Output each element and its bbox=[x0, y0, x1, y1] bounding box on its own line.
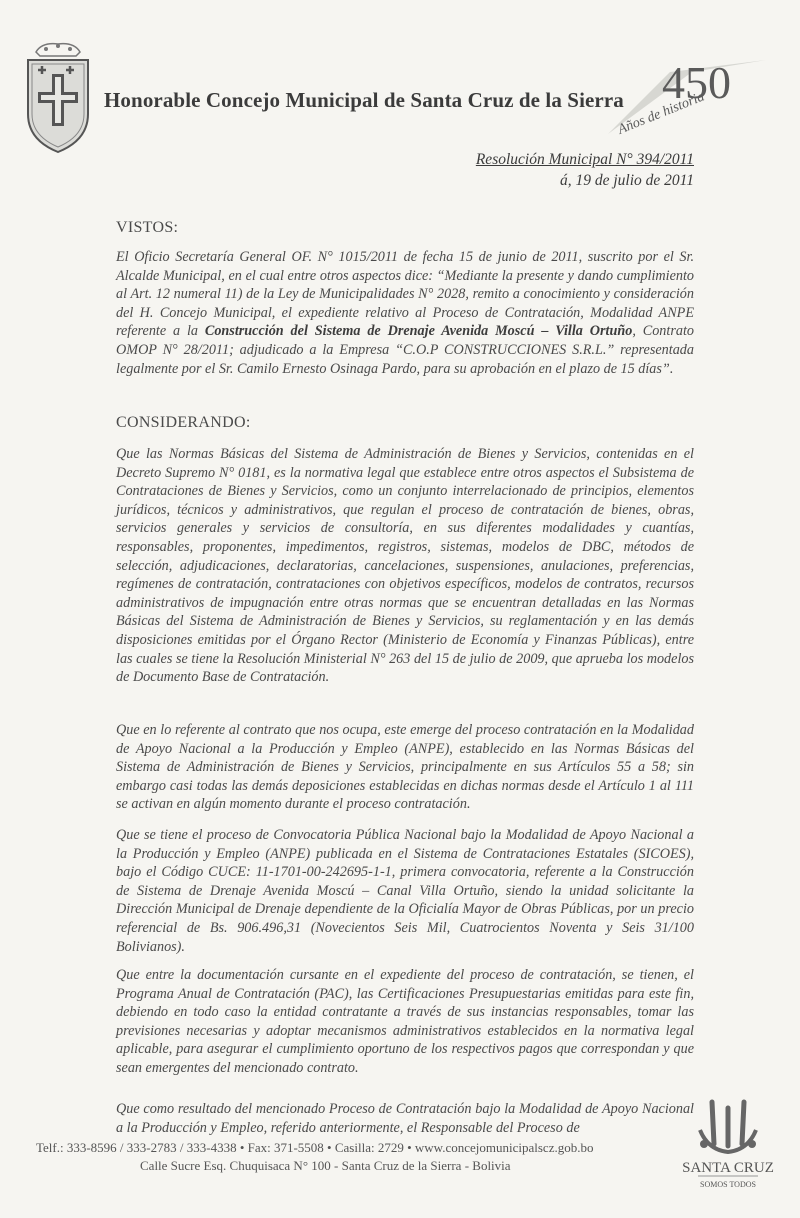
vistos-heading: VISTOS: bbox=[116, 219, 179, 236]
considerando-paragraph: Que entre la documentación cursante en el expediente del proceso de contratación, se tienen, el Programa Anual de Contratación (PAC), las Certificaciones Presupuestarias emitidas para este fin, debiendo en todo caso la entidad contratante a través de sus instancias responsables, tomar las previsiones necesarias y adoptar mecanismos administrativos establecidos en la normativa legal aplicable, para asegurar el cumplimiento oportuno de los respectivos pagos que correspondan y que sean emergentes del mencionado contrato. bbox=[116, 967, 694, 1076]
vistos-text-2: , Contrato OMOP N° 28/2011; adjudicado a la Empresa “C.O.P CONSTRUCCIONES S.R.L.” representada legalmente por el Sr. Camilo Ernesto Osinaga Pardo, para su aprobación en el plazo de 15 días”. bbox=[116, 323, 694, 377]
santa-cruz-logo-name: SANTA CRUZ bbox=[682, 1160, 774, 1176]
organization-title: Honorable Concejo Municipal de Santa Cruz de la Sierra bbox=[104, 88, 624, 112]
footer-contact-line: Telf.: 333-8596 / 333-2783 / 333-4338 • Fax: 371-5508 • Casilla: 2729 • www.concejomunicipalscz.gob.bo bbox=[36, 1140, 594, 1155]
footer-contact bbox=[36, 1139, 593, 1175]
anniversary-450-logo bbox=[600, 42, 770, 142]
considerando-paragraph: Que se tiene el proceso de Convocatoria Pública Nacional bajo la Modalidad de Apoyo Nacional a la Producción y Empleo (ANPE) publicada en el Sistema de Contrataciones Estatales (SICOES), bajo el Código CUCE: 11-1701-00-242695-1-1, primera convocatoria, referente a la Construcción de Sistema de Drenaje Avenida Moscú – Canal Villa Ortuño, siendo la unidad solicitante la Dirección Municipal de Drenaje dependiente de la Oficialía Mayor de Obras Públicas, por un precio referencial de Bs. 906.496,31 (Novecientos Seis Mil, Cuatrocientos Noventa y Seis 31/100 Bolivianos). bbox=[116, 827, 694, 955]
santa-cruz-logo-tagline: SOMOS TODOS bbox=[700, 1180, 756, 1189]
considerando-paragraph: Que como resultado del mencionado Proceso de Contratación bajo la Modalidad de Apoyo Nacional a la Producción y Empleo, referido anteriormente, el Responsable del Proceso de bbox=[116, 1101, 694, 1136]
considerando-paragraph: Que en lo referente al contrato que nos ocupa, este emerge del proceso contratación en la Modalidad de Apoyo Nacional a la Producción y Empleo (ANPE), establecido en las Normas Básicas del Sistema de Administración de Bienes y Servicios, principalmente en sus Artículos 55 a 58; sin embargo casi todas las demás deposiciones establecidas en dichas normas desde el Artículo 1 al 111 se activan en algún momento durante el proceso contratación. bbox=[116, 722, 694, 813]
resolution-date: á, 19 de julio de 2011 bbox=[559, 172, 694, 189]
anniversary-subtitle: Años de historia bbox=[615, 89, 707, 138]
considerando-heading: CONSIDERANDO: bbox=[116, 414, 251, 431]
vistos-text-1: El Oficio Secretaría General OF. N° 1015/2011 de fecha 15 de junio de 2011, suscrito por el Sr. Alcalde Municipal, en el cual entre otros aspectos dice: “Mediante la presente y dando cumplimiento al Art. 12 numeral 11) de la Ley de Municipalidades N° 2028, remito a conocimiento y consideración del H. Concejo Municipal, el expediente relativo al Proceso de Contratación, Modalidad ANPE referente a la bbox=[116, 249, 694, 340]
considerando-paragraph: Que las Normas Básicas del Sistema de Administración de Bienes y Servicios, contenidas en el Decreto Supremo N° 0181, es la normativa legal que establece entre otros aspectos el Subsistema de Contrataciones de Bienes y Servicios, como un conjunto interrelacionado de principios, elementos jurídicos, técnicos y administrativos, que regulan el proceso de contratación de bienes, obras, servicios generales y servicios de consultoría, en sus diferentes modalidades y cuantías, responsables, proponentes, impedimentos, registros, sistemas, modelos de DBC, métodos de selección, adjudicaciones, declaratorias, cancelaciones, suspensiones, anulaciones, preferencias, regímenes de contratación, contrataciones con objetivos específicos, modelos de contratos, recursos administrativos de impugnación entre otras normas que se encuentran detalladas en las Normas Básicas del Sistema de Administración de Bienes y Servicios, su reglamentación y en las demás disposiciones emitidas por el Órgano Rector (Ministerio de Economía y Finanzas Públicas), entre las cuales se tiene la Resolución Ministerial N° 263 del 15 de julio de 2009, que aprueba los modelos de Documento Base de Contratación. bbox=[116, 446, 694, 686]
coat-of-arms-logo bbox=[22, 42, 94, 154]
vistos-project-name: Construcción del Sistema de Drenaje Avenida Moscú – Villa Ortuño bbox=[204, 323, 633, 340]
footer-address-line: Calle Sucre Esq. Chuquisaca N° 100 - Santa Cruz de la Sierra - Bolivia bbox=[140, 1158, 511, 1173]
santa-cruz-logo bbox=[682, 1092, 774, 1192]
anniversary-number: 450 bbox=[662, 57, 731, 108]
vistos-paragraph bbox=[116, 248, 694, 378]
resolution-number: Resolución Municipal N° 394/2011 bbox=[475, 151, 694, 168]
resolution-block bbox=[476, 149, 694, 191]
